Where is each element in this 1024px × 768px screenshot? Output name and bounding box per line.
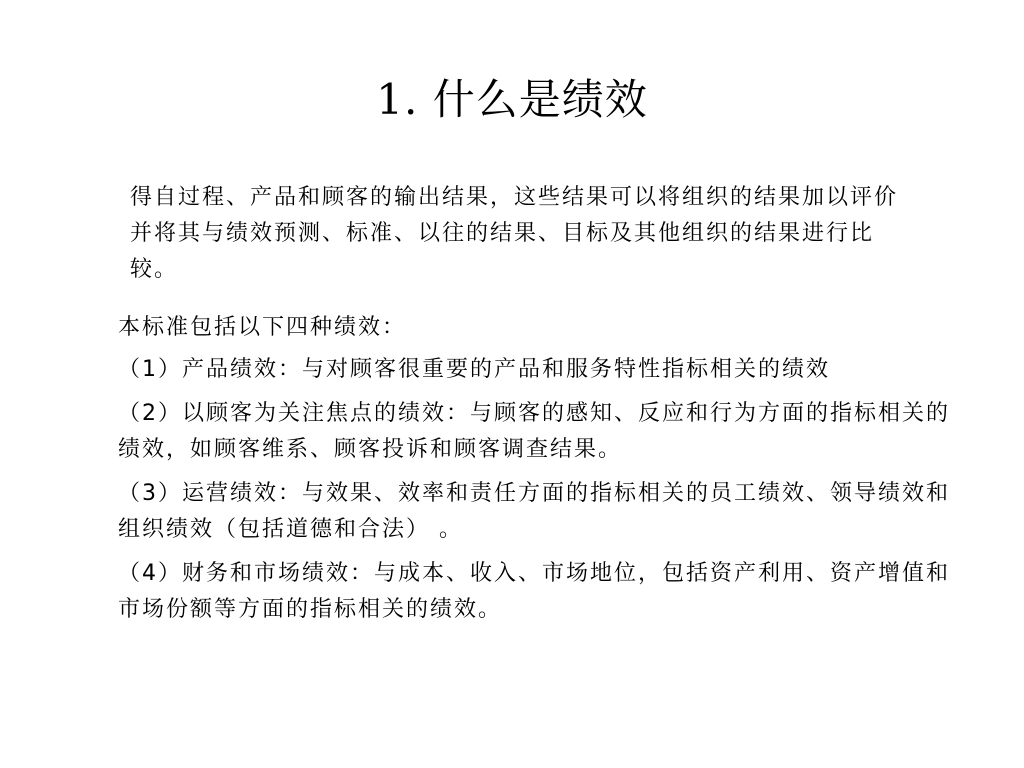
performance-types-intro: 本标准包括以下四种绩效： — [118, 315, 407, 340]
performance-item-product: （1）产品绩效：与对顾客很重要的产品和服务特性指标相关的绩效 — [118, 357, 830, 382]
slide-title: 1. 什么是绩效 — [376, 75, 648, 124]
performance-item-financial-market: （4）财务和市场绩效：与成本、收入、市场地位，包括资产利用、资产增值和市场份额等方面的指标相关的绩效。 — [118, 561, 950, 622]
performance-item-operations: （3）运营绩效：与效果、效率和责任方面的指标相关的员工绩效、领导绩效和组织绩效（包括道德和合法） 。 — [118, 481, 950, 542]
definition-text: 得自过程、产品和顾客的输出结果，这些结果可以将组织的结果加以评价并将其与绩效预测、标准、以往的结果、目标及其他组织的结果进行比较。 — [130, 185, 899, 282]
performance-item-customer: （2）以顾客为关注焦点的绩效：与顾客的感知、反应和行为方面的指标相关的绩效，如顾客维系、顾客投诉和顾客调查结果。 — [118, 401, 950, 462]
performance-types-section — [118, 310, 968, 636]
